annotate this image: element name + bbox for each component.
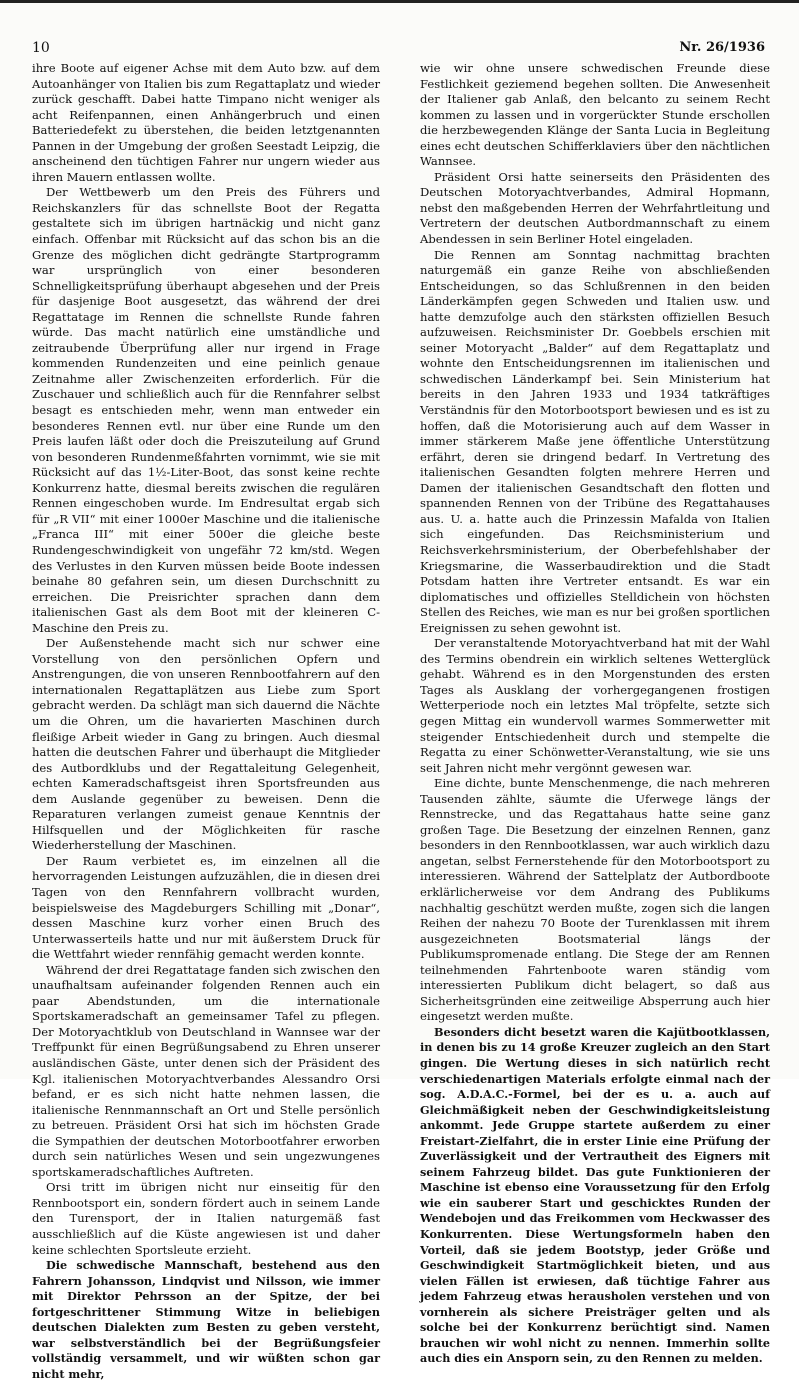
paragraph: Der Raum verbietet es, im einzelnen all die hervorragenden Leistungen aufzuzählen, die in diesen drei Tagen von den Rennfahrern vollbracht wurden, beispielsweise des Magdeburgers Schilling mit „Donar“, dessen Maschine kurz vorher einen Bruch des Unterwasserteils hatte und nur mit äußerstem Druck für die Wettfahrt wieder rennfähig gemacht werden konnte. xyxy=(32,853,380,962)
issue-number: Nr. 26/1936 xyxy=(679,40,765,55)
paragraph: Der Wettbewerb um den Preis des Führers und Reichskanzlers für das schnellste Boot der Regatta gestaltete sich im übrigen hartnäckig und nicht ganz einfach. Offenbar mit Rücksicht auf das schon bis an die Grenze des möglichen dicht gedrängte Startprogramm war ursprünglich von einer besonderen Schnelligkeitsprüfung überhaupt abgesehen und der Preis für dasjenige Boot ausgesetzt, das während der drei Regattatage im Rennen die schnellste Runde fahren würde. Das macht natürlich eine umständliche und zeitraubende Überprüfung aller nur irgend in Frage kommenden Rundenzeiten und eine peinlich genaue Zeitnahme aller Zwischenzeiten erforderlich. Für die Zuschauer und schließlich auch für die Rennfahrer selbst besagt es entschieden mehr, wenn man entweder ein besonderes Rennen evtl. nur über eine Runde um den Preis laufen läßt oder doch die Preiszuteilung auf Grund von besonderen Rundenmeßfahrten vornimmt, wie sie mit Rücksicht auf das 1½-Liter-Boot, das sonst keine rechte Konkurrenz hatte, diesmal bereits zwischen die regulären Rennen eingeschoben wurde. Im Endresultat ergab sich für „R VII“ mit einer 1000er Maschine und die italienische „Franca III“ mit einer 500er die gleiche beste Rundengeschwindigkeit von ungefähr 72 km/std. Wegen des Verlustes in den Kurven müssen beide Boote indessen beinahe 80 gefahren sein, um diesen Durchschnitt zu erreichen. Die Preisrichter sprachen dann dem italienischen Gast als dem Boot mit der kleineren C-Maschine den Preis zu. xyxy=(32,185,380,635)
paragraph: Der Außenstehende macht sich nur schwer eine Vorstellung von den persönlichen Opfern und Anstrengungen, die von unseren Rennbootfahrern auf den internationalen Regattaplätzen aus Liebe zum Sport gebracht werden. Da schlägt man sich dauernd die Nächte um die Ohren, um die havarierten Maschinen durch fleißige Arbeit wieder in Gang zu bringen. Auch diesmal hatten die deutschen Fahrer und überhaupt die Mitglieder des Autbordklubs und der Regattaleitung Gelegenheit, echten Kameradschaftsgeist ihren Sportsfreunden aus dem Auslande gegenüber zu beweisen. Denn die Reparaturen verlangen zumeist genaue Kenntnis der Hilfsquellen und der Möglichkeiten für rasche Wiederherstellung der Maschinen. xyxy=(32,636,380,853)
paragraph: Orsi tritt im übrigen nicht nur einseitig für den Rennbootsport ein, sondern fördert auch in seinem Lande den Turensport, der in Italien naturgemäß fast ausschließlich auf die Küste angewiesen ist und daher keine schlechten Sportsleute erzieht. xyxy=(32,1180,380,1257)
paragraph: Eine dichte, bunte Menschenmenge, die nach mehreren Tausenden zählte, säumte die Uferwege längs der Rennstrecke, und das Regattahaus hatte seine ganz großen Tage. Die Besetzung der einzelnen Rennen, ganz besonders in den Rennbootklassen, war auch wirklich dazu angetan, selbst Fernerstehende für den Motorbootsport zu interessieren. Während der Sattelplatz der Autbordboote erklärlicherweise vor dem Andrang des Publikums nachhaltig geschützt werden mußte, zogen sich die langen Reihen der nahezu 70 Boote der Turenklassen mit ihrem ausgezeichneten Bootsmaterial längs der Publikumspromenade entlang. Die Stege der am Rennen teilnehmenden Fahrtenboote waren ständig vom interessierten Publikum dicht belagert, so daß aus Sicherheitsgründen eine zeitweilige Absperrung auch hier eingesetzt werden mußte. xyxy=(420,776,770,1024)
right-column xyxy=(420,61,770,1366)
paragraph: Präsident Orsi hatte seinerseits den Präsidenten des Deutschen Motoryachtverbandes, Admiral Hopmann, nebst den maßgebenden Herren der Wehrfahrtleitung und Vertretern der deutschen Autbordmannschaft zu einem Abendessen in sein Berliner Hotel eingeladen. xyxy=(420,169,770,247)
top-rule xyxy=(0,0,799,3)
paragraph: Die Rennen am Sonntag nachmittag brachten naturgemäß ein ganze Reihe von abschließenden Entscheidungen, so das Schlußrennen in den beiden Länderkämpfen gegen Schweden und Italien usw. und hatte demzufolge auch den stärksten offiziellen Besuch aufzuweisen. Reichsminister Dr. Goebbels erschien mit seiner Motoryacht „Balder“ auf dem Regattaplatz und wohnte den Entscheidungsrennen im italienischen und schwedischen Länderkampf bei. Sein Ministerium hat bereits in den Jahren 1933 und 1934 tatkräftiges Verständnis für den Motorbootsport bewiesen und es ist zu hoffen, daß die Motorisierung auch auf dem Wasser in immer stärkerem Maße jene öffentliche Unterstützung erfährt, deren sie dringend bedarf. In Vertretung des italienischen Gesandten folgten mehrere Herren und Damen der italienischen Gesandtschaft den flotten und spannenden Rennen von der Tribüne des Regattahauses aus. U. a. hatte auch die Prinzessin Mafalda von Italien sich eingefunden. Das Reichsministerium und Reichsverkehrsministerium, der Oberbefehlshaber der Kriegsmarine, die Wasserbaudirektion und die Stadt Potsdam hatten ihre Vertreter entsandt. Es war ein diplomatisches und offizielles Stelldichein von höchsten Stellen des Reiches, wie man es nur bei großen sportlichen Ereignissen zu sehen gewohnt ist. xyxy=(420,247,770,635)
paragraph: Die schwedische Mannschaft, bestehend aus den Fahrern Johansson, Lindqvist und Nilsson, wie immer mit Direktor Pehrsson an der Spitze, der bei fortgeschrittener Stimmung Witze in beliebigen deutschen Dialekten zum Besten zu geben versteht, war selbstverständlich bei der Begrüßungsfeier vollständig versammelt, und wir wüßten schon gar nicht mehr, xyxy=(32,1258,380,1381)
paragraph: Der veranstaltende Motoryachtverband hat mit der Wahl des Termins obendrein ein wirklich seltenes Wetterglück gehabt. Während es in den Morgenstunden des ersten Tages als Ausklang der vorhergegangenen frostigen Wetterperiode noch ein letztes Mal tröpfelte, setzte sich gegen Mittag ein wundervoll warmes Sommerwetter mit steigender Entschiedenheit durch und stempelte die Regatta zu einer Schönwetter-Veranstaltung, wie sie uns seit Jahren nicht mehr vergönnt gewesen war. xyxy=(420,636,770,775)
page-number: 10 xyxy=(32,40,50,56)
left-column xyxy=(32,61,380,1381)
paragraph: wie wir ohne unsere schwedischen Freunde diese Festlichkeit geziemend begehen sollten. Die Anwesenheit der Italiener gab Anlaß, den belcanto zu seinem Recht kommen zu lassen und in vorgerückter Stunde erschollen die herzbewegenden Klänge der Santa Lucia in Begleitung eines echt deutschen Schifferklaviers über den nächtlichen Wannsee. xyxy=(420,61,770,169)
paragraph: ihre Boote auf eigener Achse mit dem Auto bzw. auf dem Autoanhänger von Italien bis zum Regattaplatz und wieder zurück geschafft. Dabei hatte Timpano nicht weniger als acht Reifenpannen, einen Anhängerbruch und einen Batteriedefekt zu überstehen, die beiden letztgenannten Pannen in der Umgebung der großen Seestadt Leipzig, die anscheinend den tüchtigen Fahrer nur ungern wieder aus ihren Mauern entlassen wollte. xyxy=(32,61,380,184)
paragraph: Während der drei Regattatage fanden sich zwischen den unaufhaltsam aufeinander folgenden Rennen auch ein paar Abendstunden, um die internationale Sportskameradschaft an gemeinsamer Tafel zu pflegen. Der Motoryachtklub von Deutschland in Wannsee war der Treffpunkt für einen Begrüßungsabend zu Ehren unserer ausländischen Gäste, unter denen sich der Präsident des Kgl. italienischen Motoryachtverbandes Alessandro Orsi befand, er es sich nicht hatte nehmen lassen, die italienische Rennmannschaft an Ort und Stelle persönlich zu betreuen. Präsident Orsi hat sich im höchsten Grade die Sympathien der deutschen Motorbootfahrer erworben durch sein natürliches Wesen und sein ungezwungenes sportskameradschaftliches Auftreten. xyxy=(32,962,380,1179)
paragraph: Besonders dicht besetzt waren die Kajütbootklassen, in denen bis zu 14 große Kreuzer zugleich an den Start gingen. Die Wertung dieses in sich natürlich recht verschiedenartigen Materials erfolgte einmal nach der sog. A.D.A.C.-Formel, bei der es u. a. auch auf Gleichmäßigkeit neben der Geschwindigkeitsleistung ankommt. Jede Gruppe startete außerdem zu einer Freistart-Zielfahrt, die in erster Linie eine Prüfung der Zuverlässigkeit und der Vertrautheit des Eigners mit seinem Fahrzeug bildet. Das gute Funktionieren der Maschine ist ebenso eine Voraussetzung für den Erfolg wie ein sauberer Start und geschicktes Runden der Wendebojen und das Freikommen vom Heckwasser des Konkurrenten. Diese Wertungsformeln haben den Vorteil, daß sie jedem Bootstyp, jeder Größe und Geschwindigkeit Startmöglichkeit bieten, und aus vielen Fällen ist erwiesen, daß tüchtige Fahrer aus jedem Fahrzeug etwas herausholen verstehen und von vornherein als sichere Preisträger gelten und als solche bei der Konkurrenz berüchtigt sind. Namen brauchen wir wohl nicht zu nennen. Immerhin sollte auch dies ein Ansporn sein, zu den Rennen zu melden. xyxy=(420,1024,770,1366)
